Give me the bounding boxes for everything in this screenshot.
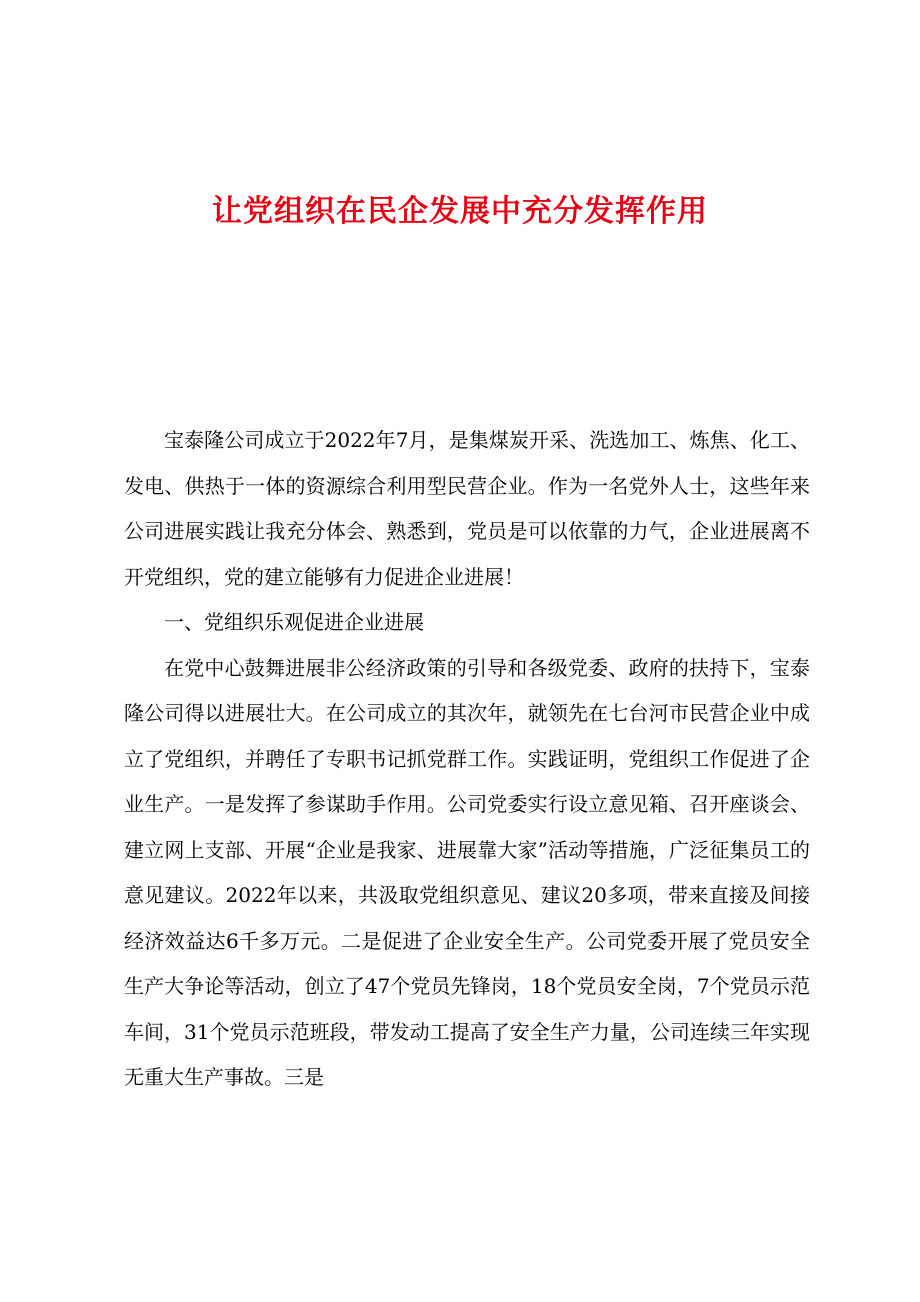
paragraph-section-1: 在党中心鼓舞进展非公经济政策的引导和各级党委、政府的扶持下，宝泰隆公司得以进展壮大。在公司成立的其次年，就领先在七台河市民营企业中成立了党组织，并聘任了专职书记抓党群工作。实践证明，党组织工作促进了企业生产。一是发挥了参谋助手作用。公司党委实行设立意见箱、召开座谈会、建立网上支部、开展“企业是我家、进展靠大家”活动等措施，广泛征集员工的意见建议。2022年以来，共汲取党组织意见、建议20多项，带来直接及间接经济效益达6千多万元。二是促进了企业安全生产。公司党委开展了党员安全生产大争论等活动，创立了47个党员先锋岗，18个党员安全岗，7个党员示范车间，31个党员示范班段，带发动工提高了安全生产力量，公司连续三年实现无重大生产事故。三是 — [124, 655, 810, 1089]
paragraph-intro: 宝泰隆公司成立于2022年7月，是集煤炭开采、洗选加工、炼焦、化工、发电、供热于一体的资源综合利用型民营企业。作为一名党外人士，这些年来公司进展实践让我充分体会、熟悉到，党员是可以依靠的力气，企业进展离不开党组织，党的建立能够有力促进企业进展！ — [124, 428, 810, 589]
document-title: 让党组织在民企发展中充分发挥作用 — [212, 194, 708, 229]
section-heading-1: 一、党组织乐观促进企业进展 — [164, 610, 424, 634]
document-body — [124, 418, 810, 1101]
